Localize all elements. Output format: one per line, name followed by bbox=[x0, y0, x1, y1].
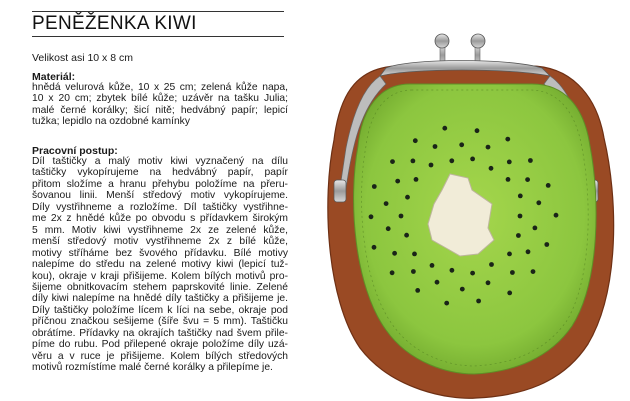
text-line: obrátíme. Přídavky na okrajích taštičky nad švem přile- bbox=[32, 327, 288, 339]
bead bbox=[412, 252, 417, 257]
bead bbox=[369, 214, 374, 219]
bead bbox=[433, 144, 438, 149]
text-line: Díly vystřihneme a rozložíme. Díl taštičky vystřihne- bbox=[32, 201, 288, 213]
text-line: 5 mm. Motiv kiwi vystřihneme 2x ze zelené kůže, bbox=[32, 224, 288, 236]
text-line: kou), okraje v kraji přišijeme. Kolem bílých motivů pro- bbox=[32, 270, 288, 282]
bead bbox=[459, 142, 464, 147]
bead bbox=[533, 226, 538, 231]
title-rule-top bbox=[32, 11, 284, 12]
text-line: tužka; lepidlo na ozdobné kamínky bbox=[32, 116, 190, 128]
bead bbox=[372, 184, 377, 189]
bead bbox=[486, 145, 491, 150]
bead bbox=[518, 194, 523, 199]
procedure-text bbox=[32, 156, 288, 374]
bead bbox=[489, 262, 494, 267]
bead bbox=[510, 270, 515, 275]
bead bbox=[405, 195, 410, 200]
text-line: malé černé korálky; šicí nitě; hedvábný papír; lepicí bbox=[32, 104, 288, 116]
bead bbox=[507, 291, 512, 296]
text-line: hnědá velurová kůže, 10 x 25 cm; zelená kůže napa, bbox=[32, 82, 288, 93]
text-line: Díly taštičky položíme lícem k líci na sebe, okraje pod bbox=[32, 304, 288, 316]
text-line: příčnou značkou sešijeme (šíře švu = 5 mm). Taštičku bbox=[32, 316, 288, 328]
bead bbox=[450, 268, 455, 273]
bead bbox=[399, 214, 404, 219]
bead bbox=[395, 179, 400, 184]
text-line: věru a v ruce je přišijeme. Kolem bílých středových bbox=[32, 350, 288, 362]
text-line: šovanou linii. Menší středový motiv vykopírujeme. bbox=[32, 190, 288, 202]
text-line: píme do rubu. Pod přilepené okraje položíme díly uzá- bbox=[32, 339, 288, 351]
bead bbox=[413, 138, 418, 143]
bead bbox=[390, 159, 395, 164]
bead bbox=[546, 183, 551, 188]
bead bbox=[415, 288, 420, 293]
bead bbox=[430, 263, 435, 268]
text-line: taštičky vykopírujeme na hedvábný papír, papír bbox=[32, 167, 288, 179]
bead bbox=[505, 137, 510, 142]
bead bbox=[554, 213, 559, 218]
bead bbox=[476, 299, 481, 304]
bead bbox=[507, 160, 512, 165]
bead bbox=[384, 201, 389, 206]
bead bbox=[526, 249, 531, 254]
bead bbox=[392, 251, 397, 256]
size-text: Velikost asi 10 x 8 cm bbox=[32, 52, 133, 64]
title-rule-bottom bbox=[32, 36, 284, 37]
bead bbox=[372, 245, 377, 250]
text-line: me 2x z hnědé kůže po obvodu s přídavkem širokým bbox=[32, 213, 288, 225]
procedure-heading: Pracovní postup: bbox=[32, 145, 118, 157]
page-title: PENĚŽENKA KIWI bbox=[32, 13, 197, 34]
text-line: Díl taštičky a malý motiv kiwi vyznačený na dílu bbox=[32, 156, 288, 167]
text-line: přitom složíme a hranu přehybu položíme na přeru- bbox=[32, 178, 288, 190]
bead bbox=[507, 252, 512, 257]
text-line: motivů rozmístíme malé černé korálky a přilepíme je. bbox=[32, 362, 273, 374]
text-line: 10 x 20 cm; zbytek bílé kůže; uzávěr na tašku Julia; bbox=[32, 93, 288, 105]
text-line: nalepíme do středu na zelené motivy kiwi (lepicí tuž- bbox=[32, 259, 288, 271]
bead bbox=[486, 280, 491, 285]
material-heading: Materiál: bbox=[32, 71, 76, 83]
text-line: menší středový motiv vystřihneme 2x z bílé kůže, bbox=[32, 236, 288, 248]
text-line: šijeme obnitkovacím stehem paprskovité linie. Zelené bbox=[32, 281, 288, 293]
bead bbox=[470, 271, 475, 276]
bead bbox=[414, 177, 419, 182]
bead bbox=[460, 287, 465, 292]
bead bbox=[411, 269, 416, 274]
bead bbox=[531, 269, 536, 274]
bead bbox=[444, 301, 449, 306]
bead bbox=[435, 280, 440, 285]
hinge-left bbox=[334, 180, 346, 202]
bead bbox=[390, 270, 395, 275]
bead bbox=[475, 128, 480, 133]
bead bbox=[449, 158, 454, 163]
text-line: díly kiwi nalepíme na hnědé díly taštičky a přišijeme je. bbox=[32, 293, 288, 305]
bead bbox=[516, 233, 521, 238]
bead bbox=[386, 226, 391, 231]
bead bbox=[429, 163, 434, 168]
material-text bbox=[32, 82, 288, 128]
bead bbox=[528, 158, 533, 163]
bead bbox=[404, 233, 409, 238]
text-line: motivy stříháme bez švového přídavku. Bílé motivy bbox=[32, 247, 288, 259]
bead bbox=[536, 200, 541, 205]
bead bbox=[525, 177, 530, 182]
bead bbox=[442, 126, 447, 131]
bead bbox=[489, 166, 494, 171]
bead bbox=[506, 177, 511, 182]
bead bbox=[470, 157, 475, 162]
bead bbox=[411, 159, 416, 164]
bead bbox=[544, 242, 549, 247]
kiwi-purse-image bbox=[300, 28, 630, 401]
bead bbox=[518, 214, 523, 219]
